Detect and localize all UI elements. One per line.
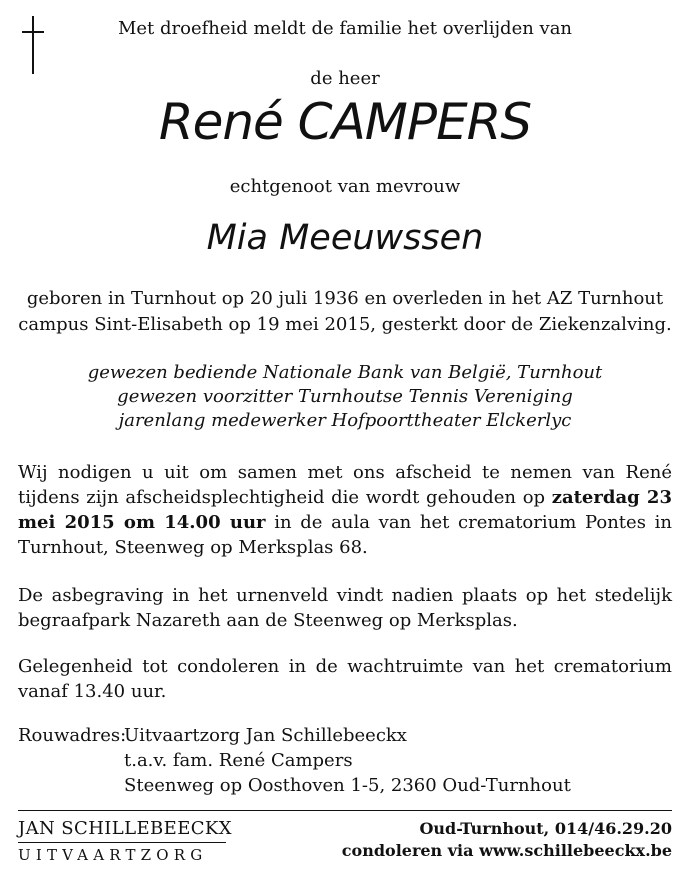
role-item: gewezen bediende Nationale Bank van België, Turnhout <box>87 362 603 383</box>
role-item: jarenlang medewerker Hofpoorttheater Elckerlyc <box>118 410 572 431</box>
brand-name: JAN SCHILLEBEECKX <box>18 818 232 839</box>
condolence-paragraph: Gelegenheid tot condoleren in de wachtruimte van het crematorium vanaf 13.40 uur. <box>18 656 672 702</box>
ceremony-paragraph <box>18 460 672 560</box>
mourning-address <box>18 723 571 798</box>
spouse-name: Mia Meeuwssen <box>206 218 484 258</box>
title-prefix: de heer <box>310 68 380 89</box>
role-item: gewezen voorzitter Turnhoutse Tennis Vereniging <box>117 386 573 407</box>
contact-website[interactable]: condoleren via www.schillebeeckx.be <box>341 841 672 860</box>
brand-tagline: UITVAARTZORG <box>18 846 208 864</box>
address-line-1: Uitvaartzorg Jan Schillebeeckx <box>124 725 407 746</box>
roles-list <box>0 361 690 433</box>
ceremony-text-after: in de aula van het crematorium Pontes in Turnhout, Steenweg op Merksplas 68. <box>18 512 672 558</box>
address-line-2: t.a.v. fam. René Campers <box>124 750 353 771</box>
funeral-home-contact <box>342 818 672 862</box>
ceremony-text-before: Wij nodigen u uit om samen met ons afscheid te nemen van René tijdens zijn afscheidsplechtigheid die wordt gehouden op <box>18 462 672 508</box>
spouse-intro: echtgenoot van mevrouw <box>229 176 461 197</box>
address-label: Rouwadres: <box>18 725 127 746</box>
ceremony-date-time: zaterdag 23 mei 2015 om 14.00 uur <box>18 487 672 533</box>
address-line-3: Steenweg op Oosthoven 1-5, 2360 Oud-Turnhout <box>124 775 571 796</box>
brand-rule <box>18 842 226 843</box>
funeral-home-logo <box>18 818 232 865</box>
birth-line-1: geboren in Turnhout op 20 juli 1936 en overleden in het AZ Turnhout <box>26 288 664 309</box>
footer-divider <box>18 810 672 811</box>
birth-death-details <box>0 286 690 338</box>
announcement-intro: Met droefheid meldt de familie het overlijden van <box>117 18 573 39</box>
deceased-name: René CAMPERS <box>158 93 532 151</box>
contact-phone: Oud-Turnhout, 014/46.29.20 <box>419 819 672 838</box>
burial-paragraph: De asbegraving in het urnenveld vindt nadien plaats op het stedelijk begraafpark Nazareth aan de Steenweg op Merksplas. <box>18 585 672 631</box>
birth-line-2: campus Sint-Elisabeth op 19 mei 2015, gesterkt door de Ziekenzalving. <box>18 314 672 335</box>
